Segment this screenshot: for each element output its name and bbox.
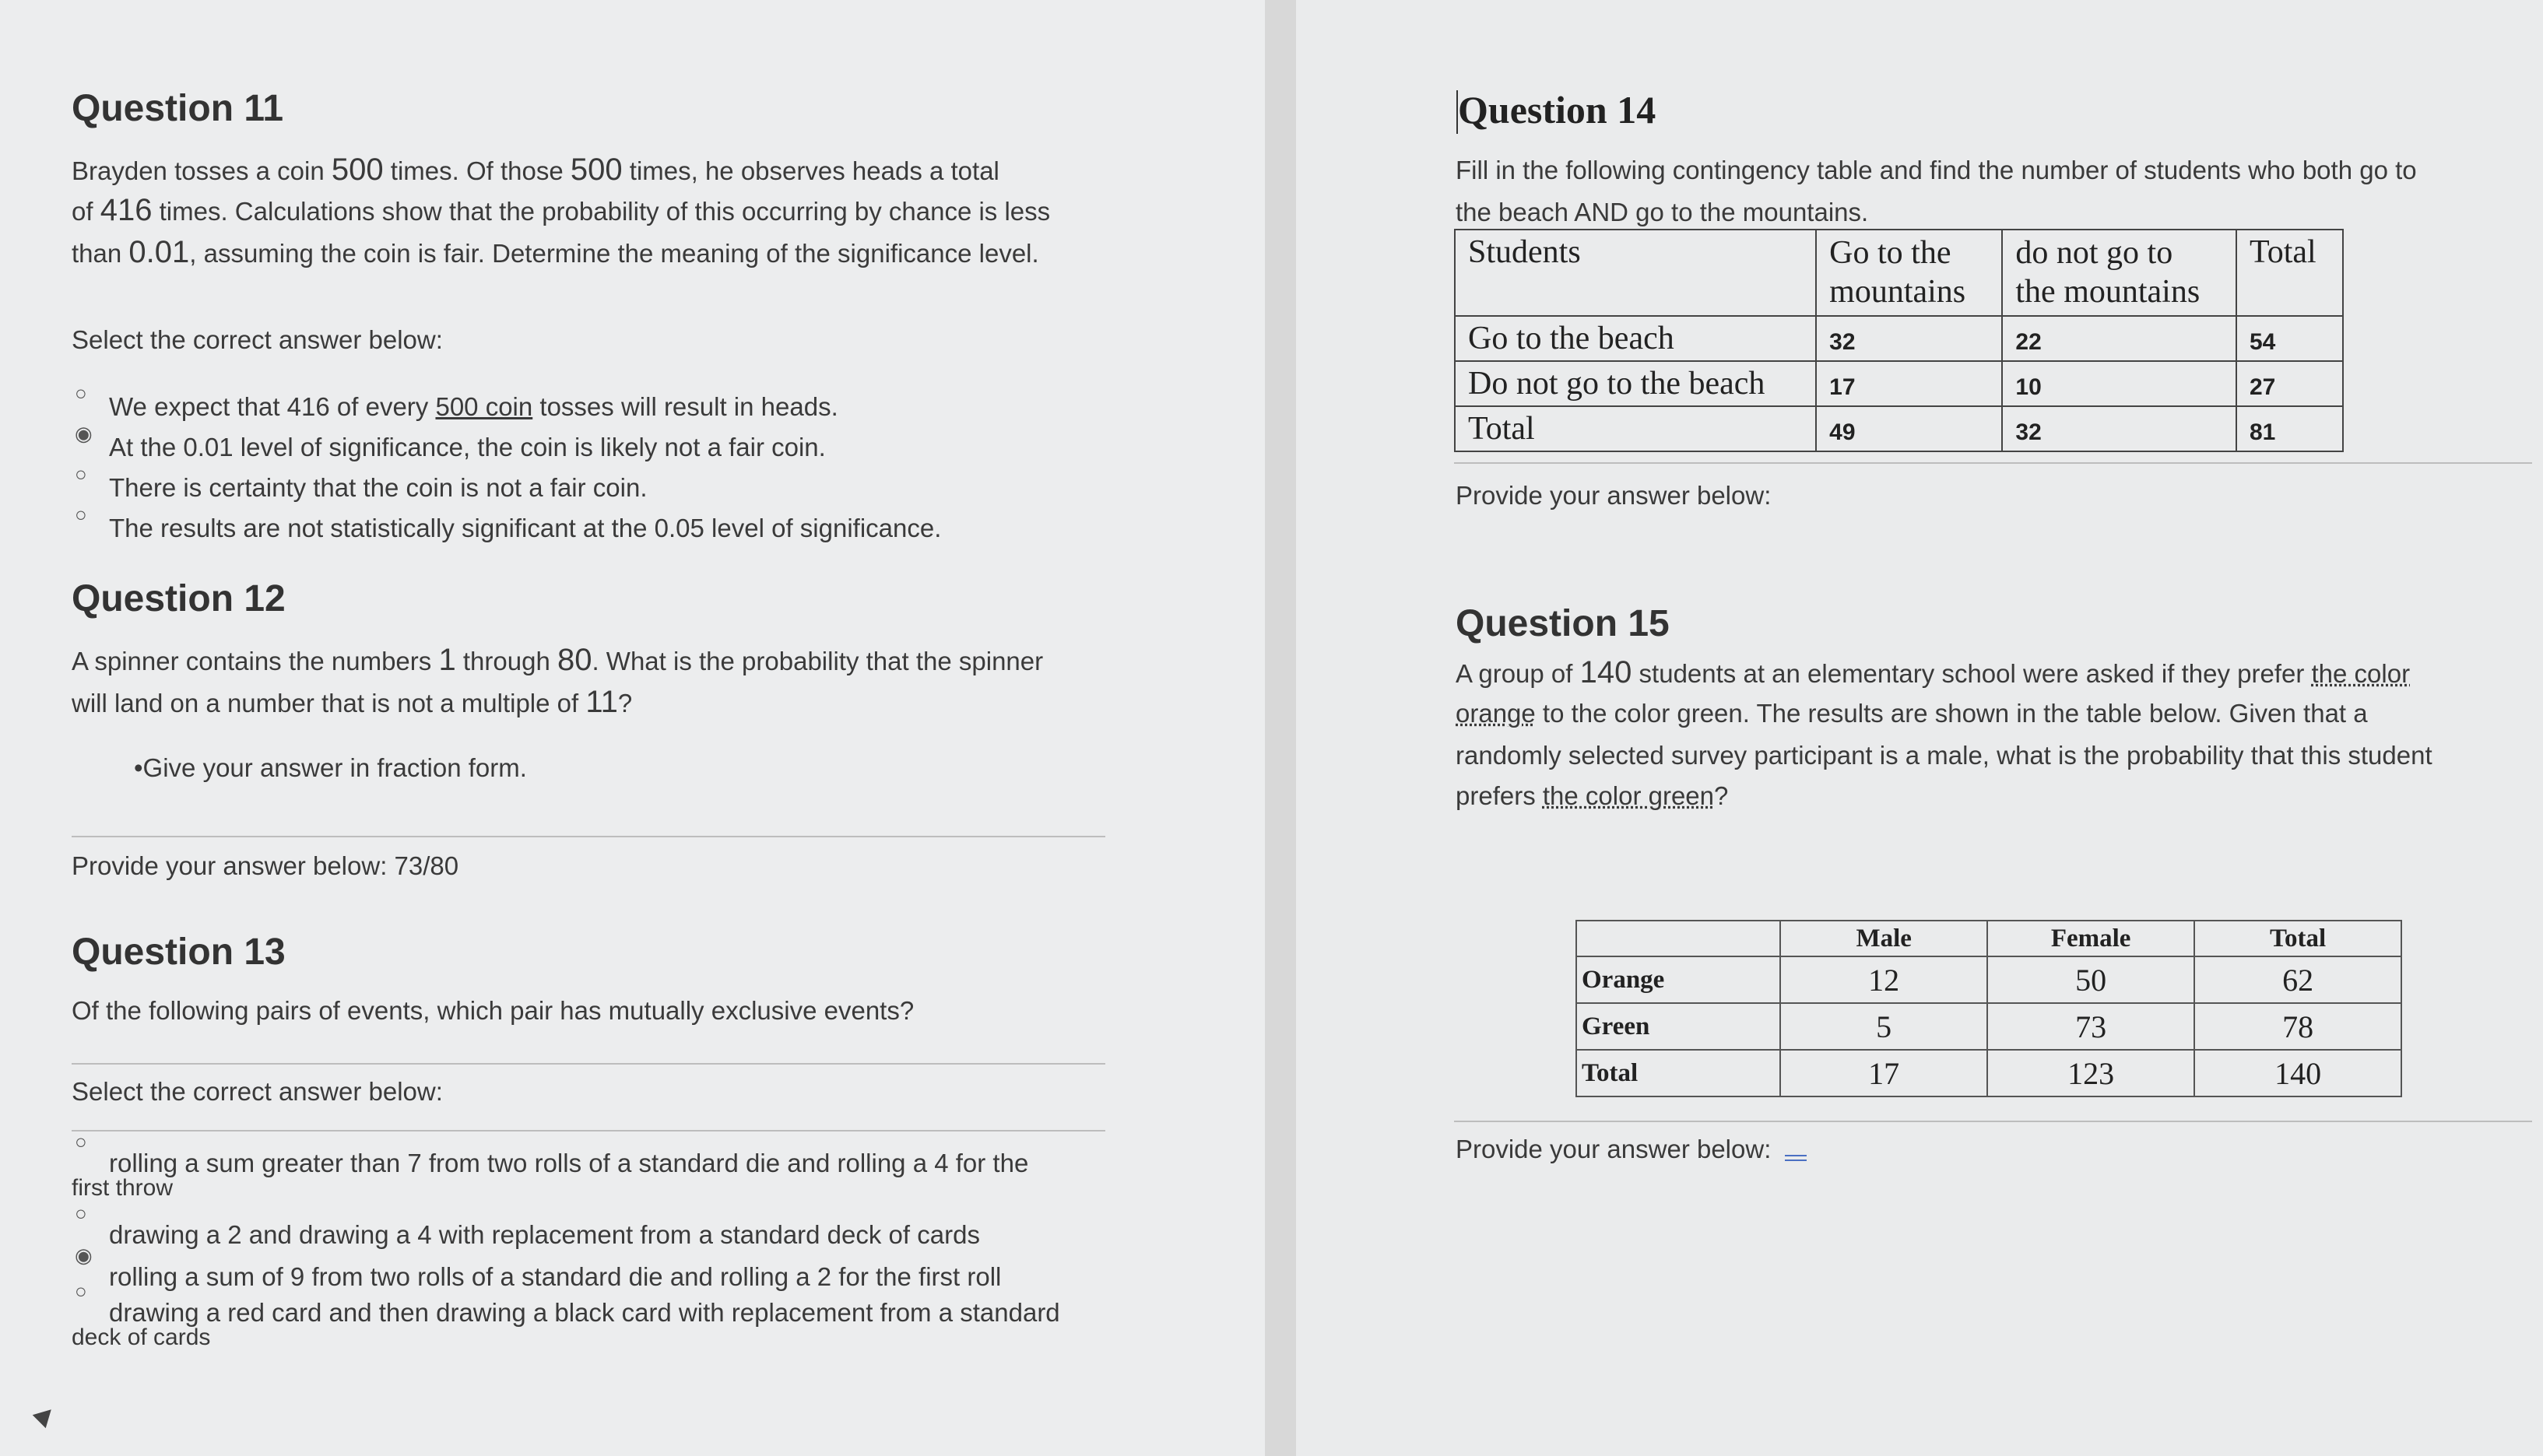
table-row <box>1576 1003 2401 1050</box>
row-label: Do not go to the beach <box>1455 361 1816 406</box>
table-cell: 27 <box>2236 361 2343 406</box>
table-cell: 32 <box>2002 406 2236 451</box>
question-14-title: Question 14 <box>1458 88 1656 132</box>
divider <box>72 1130 1105 1131</box>
divider <box>1454 1121 2532 1122</box>
q13-option-3-radio-selected[interactable]: ◉ <box>75 1244 93 1267</box>
q13-option-1-radio[interactable]: ○ <box>75 1130 87 1153</box>
table-cell: 81 <box>2236 406 2343 451</box>
answer-input-marker[interactable] <box>1785 1155 1807 1156</box>
table-header-cell <box>1576 921 1780 956</box>
question-15-text-line-1: A group of 140 students at an elementary school were asked if they prefer the color <box>1456 655 2411 689</box>
term-link[interactable]: the color <box>2311 659 2411 688</box>
table-header-cell: Male <box>1780 921 1987 956</box>
table-cell: 73 <box>1987 1003 2194 1050</box>
question-15-text-line-3: randomly selected survey participant is a male, what is the probability that this student <box>1456 741 2432 770</box>
table-cell: 5 <box>1780 1003 1987 1050</box>
table-cell: 140 <box>2194 1050 2401 1096</box>
table-header-cell: Students <box>1455 230 1816 316</box>
question-11-text-line-2: of 416 times. Calculations show that the probability of this occurring by chance is less <box>72 193 1051 227</box>
q13-option-2[interactable]: drawing a 2 and drawing a 4 with replacement from a standard deck of cards <box>109 1220 980 1249</box>
question-12-answer[interactable]: Provide your answer below: 73/80 <box>72 851 459 880</box>
term-link[interactable]: orange <box>1456 699 1536 728</box>
q13-option-4-radio[interactable]: ○ <box>75 1279 87 1303</box>
table-row <box>1576 1050 2401 1096</box>
survey-color-preference-table <box>1575 920 2402 1097</box>
q13-option-3[interactable]: rolling a sum of 9 from two rolls of a standard die and rolling a 2 for the first roll <box>109 1262 1002 1291</box>
question-11-text-line-1: Brayden tosses a coin 500 times. Of those 500 times, he observes heads a total <box>72 153 999 187</box>
table-cell: 10 <box>2002 361 2236 406</box>
table-header-cell: do not go to the mountains <box>2002 230 2236 316</box>
q13-option-4-continued[interactable]: deck of cards <box>72 1324 211 1350</box>
question-13-title: Question 13 <box>72 931 286 973</box>
table-cell: 12 <box>1780 956 1987 1003</box>
question-12-text-line-2: will land on a number that is not a multiple of 11? <box>72 685 633 719</box>
q13-option-1-continued[interactable]: first throw <box>72 1175 174 1201</box>
table-cell: 49 <box>1816 406 2002 451</box>
question-14-answer[interactable]: Provide your answer below: <box>1456 481 1772 510</box>
table-cell: 50 <box>1987 956 2194 1003</box>
q11-option-1[interactable]: We expect that 416 of every 500 coin tosses will result in heads. <box>109 392 838 421</box>
question-14-text-line-1: Fill in the following contingency table and find the number of students who both go to <box>1456 156 2417 184</box>
table-cell: 32 <box>1816 316 2002 361</box>
divider <box>72 1063 1105 1065</box>
question-11-title: Question 11 <box>72 88 284 129</box>
q11-option-4-radio[interactable]: ○ <box>75 503 87 526</box>
question-15-text-line-4: prefers the color green? <box>1456 781 1729 810</box>
table-header-cell: Go to the mountains <box>1816 230 2002 316</box>
table-header-cell: Total <box>2194 921 2401 956</box>
question-13-select-label: Select the correct answer below: <box>72 1077 443 1106</box>
q13-option-1[interactable]: rolling a sum greater than 7 from two rolls of a standard die and rolling a 4 for the <box>109 1149 1029 1177</box>
table-row <box>1455 406 2343 451</box>
divider <box>1454 462 2532 464</box>
row-label: Total <box>1576 1050 1780 1096</box>
question-11-text-line-3: than 0.01, assuming the coin is fair. Determine the meaning of the significance level. <box>72 235 1039 269</box>
table-cell: 17 <box>1816 361 2002 406</box>
left-question-panel <box>0 0 1265 1456</box>
table-cell: 54 <box>2236 316 2343 361</box>
row-label: Green <box>1576 1003 1780 1050</box>
table-header-cell: Female <box>1987 921 2194 956</box>
table-row <box>1576 956 2401 1003</box>
question-12-instruction: •Give your answer in fraction form. <box>134 753 527 782</box>
row-label: Orange <box>1576 956 1780 1003</box>
q11-option-4[interactable]: The results are not statistically significant at the 0.05 level of significance. <box>109 514 942 542</box>
question-15-text-line-2: orange to the color green. The results are shown in the table below. Given that a <box>1456 699 2368 728</box>
q11-option-2-radio-selected[interactable]: ◉ <box>75 422 93 445</box>
row-label: Total <box>1455 406 1816 451</box>
q11-option-3[interactable]: There is certainty that the coin is not a fair coin. <box>109 473 648 502</box>
q11-option-3-radio[interactable]: ○ <box>75 462 87 486</box>
table-cell: 78 <box>2194 1003 2401 1050</box>
right-question-panel <box>1296 0 2543 1456</box>
table-cell: 22 <box>2002 316 2236 361</box>
question-11-select-label: Select the correct answer below: <box>72 325 443 354</box>
row-label: Go to the beach <box>1455 316 1816 361</box>
table-row <box>1455 361 2343 406</box>
contingency-table-beach-mountains <box>1454 229 2344 452</box>
q13-option-4[interactable]: drawing a red card and then drawing a black card with replacement from a standard <box>109 1298 1060 1327</box>
table-cell: 62 <box>2194 956 2401 1003</box>
q11-option-1-radio[interactable]: ○ <box>75 381 87 405</box>
question-12-text-line-1: A spinner contains the numbers 1 through 80. What is the probability that the spinner <box>72 643 1044 677</box>
table-row <box>1455 316 2343 361</box>
divider <box>72 836 1105 837</box>
question-15-answer[interactable]: Provide your answer below: <box>1456 1135 1772 1163</box>
question-13-prompt: Of the following pairs of events, which pair has mutually exclusive events? <box>72 996 915 1025</box>
table-header-cell: Total <box>2236 230 2343 316</box>
question-12-title: Question 12 <box>72 578 286 619</box>
question-14-text-line-2: the beach AND go to the mountains. <box>1456 198 1869 226</box>
table-cell: 17 <box>1780 1050 1987 1096</box>
question-15-title: Question 15 <box>1456 603 1670 644</box>
q11-option-2[interactable]: At the 0.01 level of significance, the coin is likely not a fair coin. <box>109 433 826 461</box>
q13-option-2-radio[interactable]: ○ <box>75 1202 87 1225</box>
table-cell: 123 <box>1987 1050 2194 1096</box>
resize-handle-icon[interactable] <box>33 1403 58 1429</box>
term-link[interactable]: the color green <box>1542 781 1715 810</box>
